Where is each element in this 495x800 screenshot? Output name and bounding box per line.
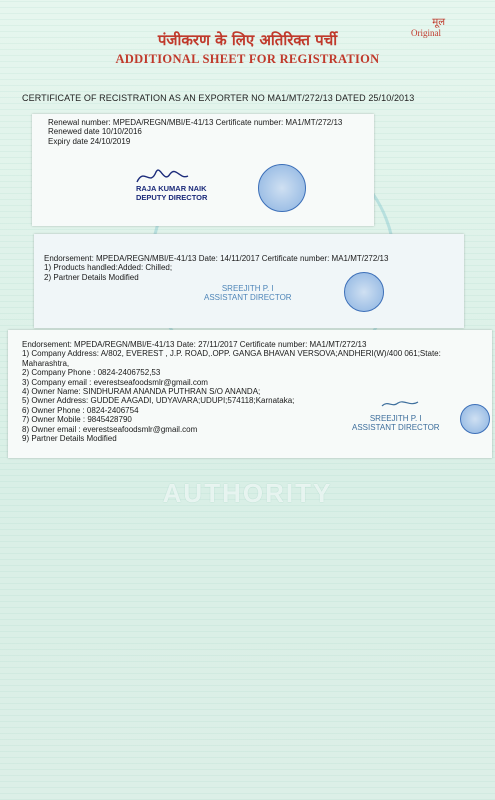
signatory-title: ASSISTANT DIRECTOR <box>352 423 440 432</box>
endorsement-line: 2) Partner Details Modified <box>44 272 139 282</box>
renewal-line: Renewed date 10/10/2016 <box>48 127 142 137</box>
signatory-name: RAJA KUMAR NAIK <box>136 184 207 193</box>
endorsement-line: 4) Owner Name: SINDHURAM ANANDA PUTHRAN S/O ANANDA; <box>22 387 261 397</box>
signatory-name: SREEJITH P. I <box>221 284 274 293</box>
original-label-hindi: मूल <box>432 17 445 28</box>
endorsement-line: Endorsement: MPEDA/REGN/MBI/E-41/13 Date: 27/11/2017 Certificate number: MA1/MT/272/13 <box>22 340 367 349</box>
endorsement-text <box>44 254 388 282</box>
signatory-block <box>352 414 440 432</box>
endorsement-line: Endorsement: MPEDA/REGN/MBI/E-41/13 Date: 14/11/2017 Certificate number: MA1/MT/272/13 <box>44 254 389 263</box>
endorsement-line: 9) Partner Details Modified <box>22 434 117 444</box>
renewal-line: Renewal number: MPEDA/REGN/MBI/E-41/13 Certificate number: MA1/MT/272/13 <box>48 118 343 127</box>
official-seal-icon <box>258 164 306 212</box>
endorsement-line: 7) Owner Mobile : 9845428790 <box>22 415 132 425</box>
endorsement-line: 2) Company Phone : 0824-2406752,53 <box>22 368 161 378</box>
renewal-text <box>48 118 342 146</box>
signatory-block <box>204 284 292 302</box>
endorsement-line: 3) Company email : everestseafoodsmlr@gmail.com <box>22 377 208 387</box>
endorsement-slip-1 <box>34 234 464 328</box>
endorsement-line: 5) Owner Address: GUDDE AAGADI, UDYAVARA;UDUPI;574118;Karnataka; <box>22 396 295 406</box>
endorsement-line: 8) Owner email : everestseafoodsmlr@gmail.com <box>22 424 198 434</box>
watermark-authority: AUTHORITY <box>162 478 333 508</box>
signature-mark <box>380 398 420 410</box>
signatory-title: ASSISTANT DIRECTOR <box>204 293 292 302</box>
official-seal-icon <box>344 272 384 312</box>
original-label: Original <box>411 28 441 38</box>
certificate-line: CERTIFICATE OF RECISTRATION AS AN EXPORTER NO MA1/MT/272/13 DATED 25/10/2013 <box>22 93 415 103</box>
signatory-title: DEPUTY DIRECTOR <box>136 193 208 202</box>
title-hindi: पंजीकरण के लिए अतिरिक्त पर्ची <box>157 31 338 49</box>
official-seal-icon <box>460 404 490 434</box>
signatory-name: SREEJITH P. I <box>369 414 422 423</box>
renewal-line: Expiry date 24/10/2019 <box>48 136 131 146</box>
endorsement-line: Maharashtra, <box>22 358 70 368</box>
endorsement-slip-2 <box>8 330 492 458</box>
page-title: ADDITIONAL SHEET FOR REGISTRATION <box>115 52 380 66</box>
endorsement-line: 6) Owner Phone : 0824-2406754 <box>22 405 139 415</box>
endorsement-line: 1) Products handled:Added: Chilled; <box>44 263 173 273</box>
renewal-slip <box>32 114 374 226</box>
endorsement-line: 1) Company Address: A/802, EVEREST , J.P. ROAD,.OPP. GANGA BHAVAN VERSOVA;ANDHERI(W)/400 061;State: <box>22 349 441 359</box>
signatory-block <box>136 184 207 202</box>
